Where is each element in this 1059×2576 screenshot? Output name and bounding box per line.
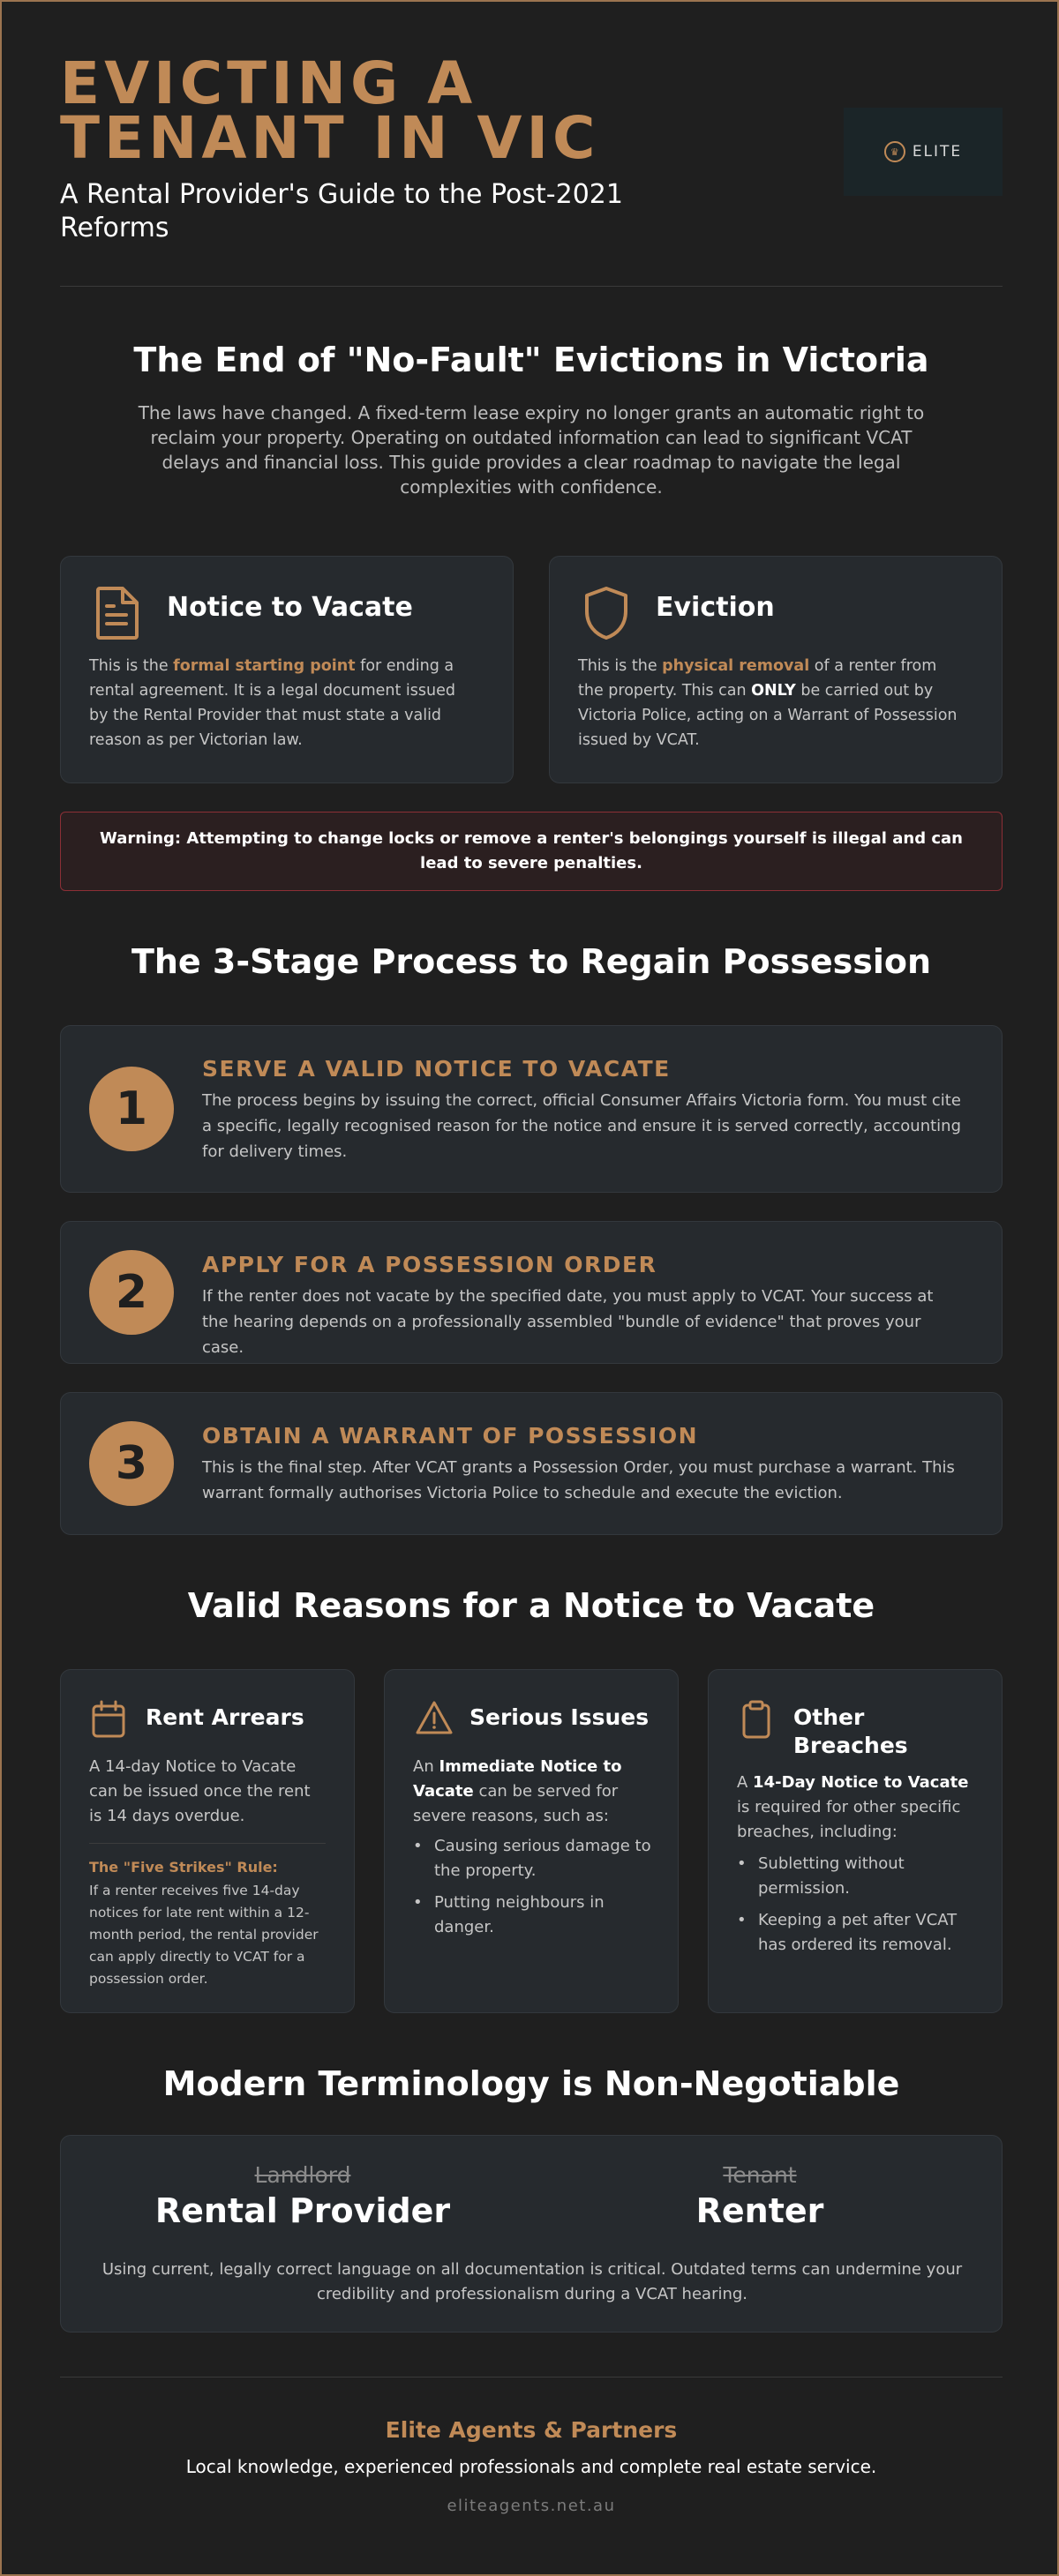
divider	[89, 1843, 326, 1844]
step-number: 1	[89, 1067, 174, 1151]
document-icon	[93, 585, 142, 645]
reason-title: Serious Issues	[469, 1704, 650, 1730]
step-text: The process begins by issuing the correct, official Consumer Affairs Victoria form. You must cite a specific, legally recognised reason for the notice and ensure it is served correctly, accounting for delivery times.	[202, 1091, 962, 1161]
process-title: The 3-Stage Process to Regain Possession	[131, 942, 932, 981]
reason-title: Other Breaches	[793, 1704, 908, 1758]
shield-icon	[582, 585, 631, 645]
calendar-icon	[91, 1700, 126, 1742]
old-term: Landlord	[254, 2162, 351, 2188]
terminology-note: Using current, legally correct language on all documentation is critical. Outdated terms can undermine your credibility and professionalism during a VCAT hearing.	[101, 2260, 963, 2303]
definition-card-notice	[60, 556, 514, 783]
step-card	[60, 1221, 1003, 1364]
new-term: Renter	[695, 2191, 824, 2230]
footer-company-name: Elite Agents & Partners	[385, 2417, 678, 2443]
main-title-line-1: EVICTING A	[60, 49, 477, 117]
intro-text: The laws have changed. A fixed-term lease expiry no longer grants an automatic right to reclaim your property. Operating on outdated information can lead to significant VCAT delays and financial loss. This guide provides a clear roadmap to navigate the legal complexities with confidence.	[138, 402, 925, 498]
footer-website-link[interactable]: eliteagents.net.au	[447, 2497, 616, 2515]
definition-title: Notice to Vacate	[167, 592, 413, 623]
warning-icon	[415, 1700, 454, 1739]
definition-text: This is the physical removal of a renter from the property. This can ONLY be carried out by Victoria Police, acting on a Warrant of Possession issued by VCAT.	[578, 657, 958, 749]
divider	[60, 2377, 1003, 2378]
list-item: • Putting neighbours in danger.	[413, 1891, 651, 1940]
term-pair	[126, 2162, 479, 2230]
reason-list	[413, 1834, 651, 1947]
intro-title: The End of "No-Fault" Evictions in Victoria	[133, 341, 929, 379]
term-pair	[583, 2162, 936, 2230]
step-number: 3	[89, 1421, 174, 1506]
old-term: Tenant	[723, 2162, 797, 2188]
step-card	[60, 1392, 1003, 1535]
reason-title: Rent Arrears	[146, 1704, 304, 1730]
reason-text: A 14-day Notice to Vacate can be issued once the rent is 14 days overdue.	[89, 1757, 311, 1825]
five-strikes-text: If a renter receives five 14-day notices for late rent within a 12-month period, the rental provider can apply directly to VCAT for a possession order.	[89, 1883, 319, 1987]
warning-banner: Warning: Attempting to change locks or remove a renter's belongings yourself is illegal and can lead to severe penalties.	[60, 812, 1003, 891]
definition-card-eviction	[549, 556, 1003, 783]
step-text: If the renter does not vacate by the specified date, you must apply to VCAT. Your success at the hearing depends on a professionally assembled "bundle of evidence" that proves your case.	[202, 1287, 934, 1357]
step-card	[60, 1025, 1003, 1193]
step-text: This is the final step. After VCAT grants a Possession Order, you must purchase a warrant. This warrant formally authorises Victoria Police to schedule and execute the eviction.	[202, 1458, 955, 1502]
step-number: 2	[89, 1250, 174, 1335]
list-item: • Keeping a pet after VCAT has ordered its removal.	[737, 1908, 975, 1958]
footer-tagline: Local knowledge, experienced professionals and complete real estate service.	[185, 2456, 877, 2477]
clipboard-icon	[739, 1700, 774, 1742]
reasons-title: Valid Reasons for a Notice to Vacate	[187, 1586, 875, 1625]
new-term: Rental Provider	[154, 2191, 451, 2230]
definition-text: This is the formal starting point for ending a rental agreement. It is a legal document issued by the Rental Provider that must state a valid reason as per Victorian law.	[89, 657, 455, 749]
step-title: APPLY FOR A POSSESSION ORDER	[202, 1252, 657, 1277]
terminology-title: Modern Terminology is Non-Negotiable	[162, 2064, 900, 2103]
logo-text: ELITE	[912, 143, 963, 161]
step-title: OBTAIN A WARRANT OF POSSESSION	[202, 1423, 699, 1449]
reason-text: A 14-Day Notice to Vacate is required for other specific breaches, including:	[737, 1773, 969, 1841]
header	[60, 49, 1003, 286]
terminology-card	[60, 2135, 1003, 2333]
main-title-line-2: TENANT IN VIC	[60, 104, 600, 172]
list-item: • Subletting without permission.	[737, 1852, 975, 1901]
brand-logo	[844, 108, 1003, 196]
list-item: • Causing serious damage to the property.	[413, 1834, 651, 1883]
five-strikes-title: The "Five Strikes" Rule:	[89, 1859, 278, 1876]
main-title	[60, 49, 625, 172]
reason-card-serious-issues	[384, 1669, 679, 2013]
definition-title: Eviction	[656, 592, 775, 623]
subtitle: A Rental Provider's Guide to the Post-2021 Reforms	[60, 179, 623, 243]
reason-card-rent-arrears	[60, 1669, 355, 2013]
reason-text: An Immediate Notice to Vacate can be served for severe reasons, such as:	[413, 1757, 622, 1825]
reason-card-other-breaches	[708, 1669, 1003, 2013]
crown-icon: ♛	[884, 141, 905, 162]
reason-list	[737, 1852, 975, 1965]
divider	[60, 286, 1003, 287]
step-title: SERVE A VALID NOTICE TO VACATE	[202, 1056, 671, 1082]
